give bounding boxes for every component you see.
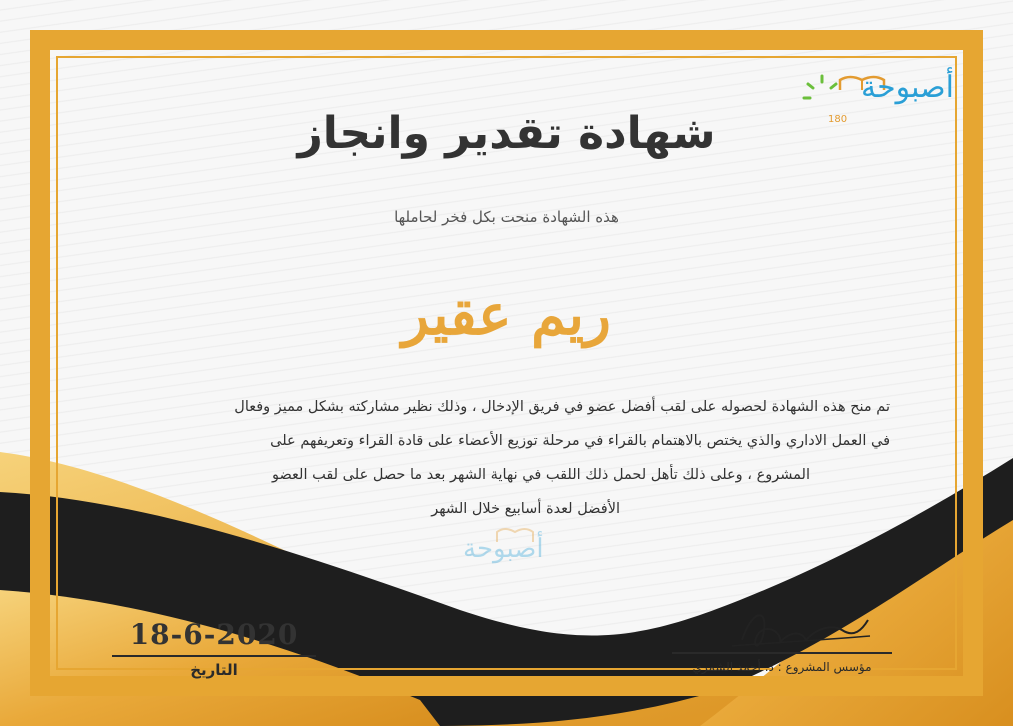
logo-number: 180	[828, 114, 848, 125]
body-line: المشروع ، وعلى ذلك تأهل لحمل ذلك اللقب في نهاية الشهر بعد ما حصل على لقب العضو	[271, 467, 810, 483]
signature-block	[672, 600, 892, 684]
body-line: الأفضل لعدة أسابيع خلال الشهر	[431, 501, 620, 517]
certificate-title: شهادة تقدير وانجاز	[297, 108, 716, 159]
body-line: في العمل الاداري والذي يختص بالاهتمام بالقراء في مرحلة توزيع الأعضاء على قادة القراء وتعريفهم على	[270, 433, 890, 449]
date-underline	[112, 655, 316, 657]
recipient-name: ريم عقير	[402, 282, 611, 348]
watermark-word: أصبوحة	[463, 534, 544, 564]
body-line: تم منح هذه الشهادة لحصوله على لقب أفضل عضو في فريق الإدخال ، وذلك نظير مشاركته بشكل مميز وفعال	[234, 399, 890, 415]
date-block	[112, 618, 316, 679]
logo-watermark	[455, 522, 575, 592]
logo-word: أصبوحة	[861, 70, 954, 105]
sun-icon	[802, 72, 842, 112]
certificate-body	[120, 390, 890, 526]
signature-line	[672, 652, 892, 654]
signature-label: مؤسس المشروع : د. أحمد الشمري	[692, 660, 872, 674]
date-value: 18-6-2020	[129, 618, 299, 651]
date-label: التاريخ	[190, 661, 238, 679]
certificate-subtitle: هذه الشهادة منحت بكل فخر لحاملها	[394, 208, 619, 226]
signature-image	[722, 600, 872, 660]
